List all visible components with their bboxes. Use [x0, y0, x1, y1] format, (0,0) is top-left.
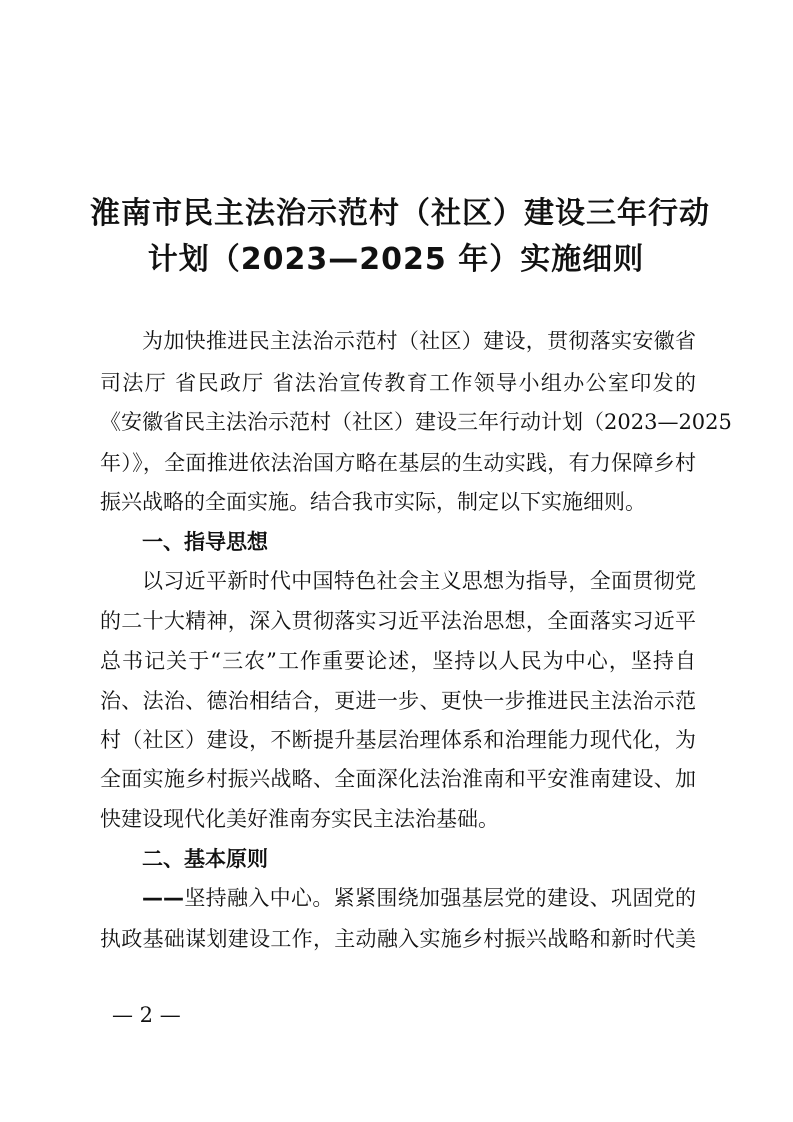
- intro-paragraph-line: 司法厅 省民政厅 省法治宣传教育工作领导小组办公室印发的: [100, 371, 696, 395]
- principle-text: 坚持融入中心。紧紧围绕加强基层党的建设、巩固党的: [184, 886, 696, 910]
- principle-dash-lead: ——: [142, 886, 184, 910]
- document-title-line-2: 计划（2023—2025 年）实施细则: [147, 242, 645, 277]
- section2-paragraph-line: [142, 884, 696, 912]
- document-title-line-1: 淮南市民主法治示范村（社区）建设三年行动: [90, 196, 710, 231]
- section1-paragraph-line: 治、法治、德治相结合，更进一步、更快一步推进民主法治示范: [100, 689, 696, 713]
- page-number: — 2 —: [112, 1003, 181, 1027]
- intro-paragraph-line: 为加快推进民主法治示范村（社区）建设，贯彻落实安徽省: [142, 329, 696, 353]
- section-heading-guiding-ideology: 一、指导思想: [142, 530, 268, 554]
- intro-paragraph-line: 振兴战略的全面实施。结合我市实际，制定以下实施细则。: [100, 490, 646, 514]
- section1-paragraph-line: 以习近平新时代中国特色社会主义思想为指导，全面贯彻党: [142, 569, 696, 593]
- section1-paragraph-line: 总书记关于“三农”工作重要论述，坚持以人民为中心，坚持自: [100, 649, 696, 673]
- section1-paragraph-line: 快建设现代化美好淮南夯实民主法治基础。: [100, 807, 499, 831]
- section1-paragraph-line: 全面实施乡村振兴战略、全面深化法治淮南和平安淮南建设、加: [100, 767, 696, 791]
- section1-paragraph-line: 村（社区）建设，不断提升基层治理体系和治理能力现代化，为: [100, 728, 696, 752]
- intro-paragraph-line: 《安徽省民主法治示范村（社区）建设三年行动计划（2023—2025: [100, 410, 732, 434]
- section2-paragraph-line: 执政基础谋划建设工作，主动融入实施乡村振兴战略和新时代美: [100, 927, 696, 951]
- section1-paragraph-line: 的二十大精神，深入贯彻落实习近平法治思想，全面落实习近平: [100, 609, 696, 633]
- intro-paragraph-line: 年）》，全面推进依法治国方略在基层的生动实践，有力保障乡村: [100, 451, 696, 475]
- section-heading-basic-principles: 二、基本原则: [142, 847, 268, 871]
